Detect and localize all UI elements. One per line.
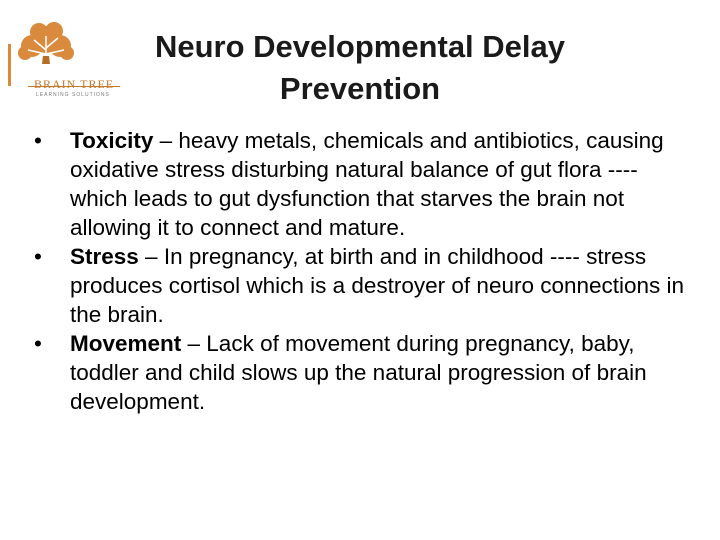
slide-title-line-1: Neuro Developmental Delay <box>154 29 566 64</box>
brain-tree-logo <box>6 20 124 100</box>
bullet-item-toxicity <box>28 126 698 242</box>
bullet-term: Movement <box>70 331 182 356</box>
bullet-item-movement <box>28 329 698 416</box>
bullet-text: – In pregnancy, at birth and in childhood ---- stress produces cortisol which is a destroyer of neuro connections in the brain. <box>70 244 685 327</box>
bullet-dot-icon: • <box>34 331 42 356</box>
bullet-item-stress <box>28 242 698 329</box>
bullet-text: – heavy metals, chemicals and antibiotics, causing oxidative stress disturbing natural balance of gut flora ---- which leads to gut dysfunction that starves the brain not allowing it to connect and mature. <box>70 128 664 240</box>
bullet-term: Stress <box>70 244 139 269</box>
bullet-dot-icon: • <box>34 128 42 153</box>
slide-title-line-2: Prevention <box>279 71 441 106</box>
slide-title <box>110 26 610 110</box>
logo-tagline: LEARNING SOLUTIONS <box>36 92 110 98</box>
bullet-term: Toxicity <box>70 128 154 153</box>
logo-name: BRAIN TREE <box>34 77 115 91</box>
bullet-dot-icon: • <box>34 244 42 269</box>
bullet-list <box>28 126 698 416</box>
bullet-text: – Lack of movement during pregnancy, baby, toddler and child slows up the natural progression of brain development. <box>70 331 647 414</box>
